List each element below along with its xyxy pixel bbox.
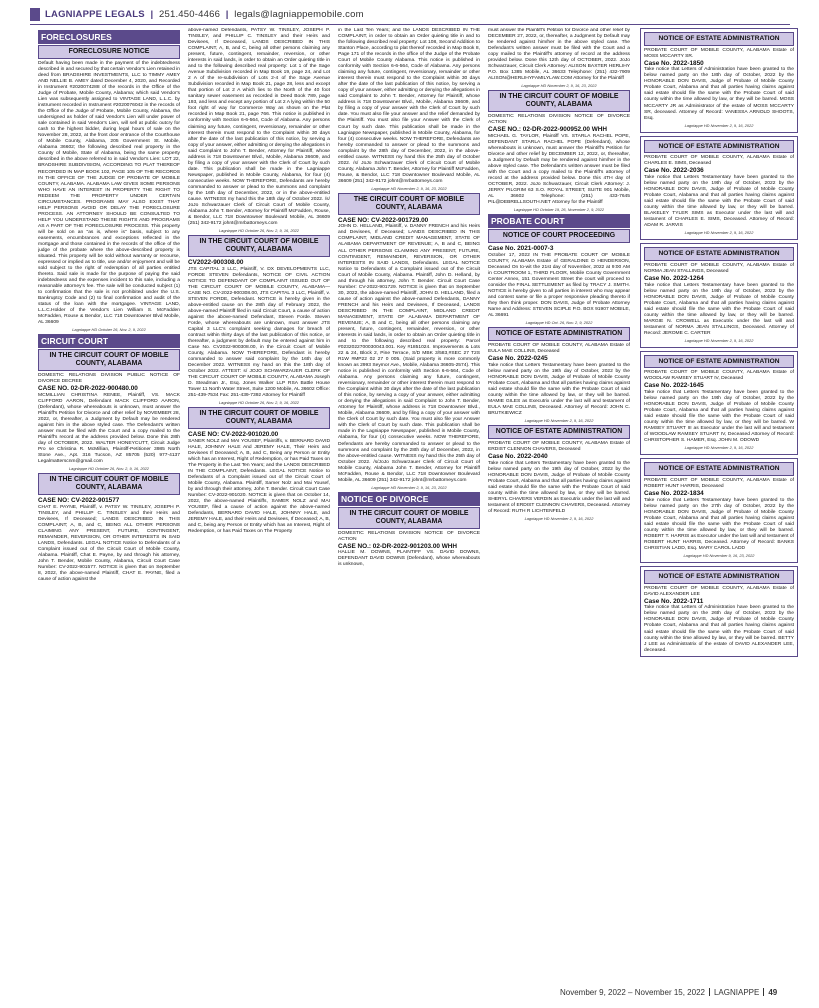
notice-subhead: PROBATE COURT OF MOBILE COUNTY, ALABAMA Estate of MOSS MCCARTY SR. [644, 47, 794, 59]
estate-notice [640, 351, 798, 456]
notice-heading: NOTICE OF ESTATE ADMINISTRATION [488, 327, 630, 341]
notice-text: Take notice that Letters Testamentary have been granted to the below named party on the 19th day of October, 2022 by the HONORABLE DON DAVIS, Judge of Probate of Mobile County Probate Court, Alabama and that all parties having claims against said estate should file the same with the Probate Court of said county within the time allowed by law, or they will be barred. W RAMSEY STUART III as Executor under the last will and testament of WOODLAW RAMSEY STUART IV, Deceased Attorney of Record: CHRISTOPHER S. HAMER, Esq. JOHN M. ODOWD [644, 390, 794, 444]
notice-text: Take notice that Letters Testamentary have been granted to the below named party on the 19th day of October, 2022 by the HONORABLE DON DAVIS, Judge of Probate of Mobile County Probate Court, Alabama and that all parties having claims against said estate should file the same with the Probate Court of said county within the time allowed by law, or they will be barred. MAMIE GILES as Executrix under the last will and testament of EULA MAE COLLINS, Deceased. Attorney of Record: JOHN C. BRUTKIEWICZ [488, 362, 630, 417]
header-section: LAGNIAPPE LEGALS [45, 8, 145, 20]
publication-line: Lagniappe HD November 2, 9, 16, 2022 [524, 516, 594, 522]
notice-heading: IN THE CIRCUIT COURT OF MOBILE COUNTY, ALABAMA [38, 473, 180, 495]
estate-notice [640, 28, 798, 133]
notice-heading: NOTICE OF ESTATE ADMINISTRATION [644, 570, 794, 584]
header-phone: 251.450-4466 [159, 8, 221, 20]
legal-columns [38, 28, 798, 980]
notice-text: JTS CAPITAL 3 LLC, Plaintiff, V. DX DEVELOPMENTS LLC, FORDE STEVEN Defendants, NOTICE OF CIVIL ACTION NOTICE TO DEFENDANT OF COMPLAINT ISSUED OUT OF THE CIRCUIT COURT OF MOBILE COUNTY, ALABAMA—CASE NO. CV-2022-900308.00, JTS CAPITAL 3 LLC, Plaintiff, v. STEVEN FORDE, Defendant. NOTICE is hereby given in the above-entitled cause on the 28th day of February 2022, the above-named Plaintiff filed in said Circuit Court, a cause of action against the above-named Defendant, Steven Forde. Steven Forde, whose whereabouts are unknown, must answer JTS Capital 3 LLC's complaint seeking damages for breach of contract within thirty days of the last publication of this notice, or thereafter, a judgment by default may be entered against him in Case No. CV2022-900308.00, in the Circuit Court of Mobile County, Alabama. NOW THEREFORE, Defendant is hereby commanded to answer said complaint by the 16th day of December 2022. WITNESS my hand on this the 18th day of October 2022. ATTEST: s/ JOJO SCHWARZAUER CLERK OF THE CIRCUIT COURT OF MOBILE COUNTY, ALABAMA Joseph D. Steadman Jr., Esq. Jones Walker LLP RSA Battle House Tower 11 North Water Street, Suite 1200 Mobile, AL 36602 Office: 251-439-7534 Fax: 251-439-7392 Attorney for Plaintiff [188, 266, 330, 399]
notice-body: above-named Defendants, PATSY W. TINSLEY, JOSEPH P. TINSLEY, and PHILLIP C. TINSLEY and their Heirs and Devisees, If Deceased, LANDS DESCRIBED IN THIS COMPLAINT, A, B, and C, being all other persons claiming any present, future, contingent, remainder, reversion, or other interests in said lands, in order to obtain an Order quieting title in and to the following described real property: Lot 1 of the Sage Avenue Subdivision recorded in Map Book 19, page 24, and Lot 2 A of the re-subdivision of Lots 2-4 of the Sage Avenue Subdivision recorded in Map Book 21, page 28, less and except that portion of Lot 2 A which lies to the North of the 40 foot sanitary sewer easement as recorded in Deed Book 789, page 193, and less and except any portion of Lot 2 A lying within the 50 foot right of way for Commerce Way as shown on the Plat recorded in Map Book 21, page 766. This notice is published in conformity with Section 6-6-564, Code of Alabama. Any persons claiming any future, contingent, reversionary, remainder or other interest therein must respond to the Complaint within 30 days after the date of the last publication of this notice, by serving a copy of your answer, either admitting or denying the allegations in said Complaint to John T. Bender, Attorney for Plaintiff, whose address is 718 Downtowner Blvd., Mobile, Alabama 36609, and by filing a copy of your answer with the Clerk of Court by such date. This publication shall be made in the Lagniappe Newspaper, published in Mobile County, Alabama, for four (4) consecutive weeks. NOW THEREFORE, Defendants are hereby commanded to answer or plead to the summons and complaint by the 16th day of December, 2022, or in the above-entitled cause. WITNESS my hand this the 18th day of October 2022. /s/ JoJo Schwarzauer Clerk of Circuit Court of Mobile County, Alabama John T. Bender, Attorney for Plaintiff McFadden, Rouse, & Bendor, LLC 718 Downtowner Boulevard Mobile, AL 36609 (251) 342-9172 johnt@mrbattorneys.com [188, 28, 330, 226]
notice-text: HALLIE M. DOWNS, PLAINTIFF VS. DAVID DOWNS, DEFENDANT DAVID DOWNS (Defendant), whose whereabouts is unknown, [338, 550, 480, 568]
publication-line: Lagniappe HD November 2, 9, 16, 23, 2022 [371, 185, 447, 191]
notice-heading: NOTICE OF ESTATE ADMINISTRATION [644, 355, 794, 369]
notice-heading: IN THE CIRCUIT COURT OF MOBILE COUNTY, ALABAMA [488, 90, 630, 112]
notice-body [488, 441, 630, 515]
case-number: Case No. 2022-1834 [644, 490, 704, 498]
section-heading: PROBATE COURT [488, 214, 630, 228]
column-5 [640, 28, 798, 980]
notice-body [644, 478, 794, 552]
publication-line: Lagniappe HD November 2, 9, 16, 23, 2022 [371, 484, 447, 490]
notice-body: in the Last Ten Years; and the LANDS DESCRIBED IN THE COMPLAINT, in order to obtain an Order quieting title in and to the following described real property: Lot 108, Second Addition to Stanton Place, according to plat thereof recorded in Map Book 8, Page 171 of the records in the office of the Judge of the Probate Court of Mobile County Alabama. This notice is published in conformity with Section 6-6-564, Code of Alabama. Any persons claiming any future, contingent, reversionary, remainder or other interest therein must respond to the Complaint within 30 days after the date of the last publication of this notice, by serving a copy of your answer, either admitting or denying the allegations in said Complaint to John T. Bender, Attorney for Plaintiff, whose address is 718 Downtowner Blvd., Mobile, Alabama 36609, and by filing a copy of your answer with the Clerk of Court by such date. You must also file your answer and the relief demanded by the Plaintiff. You must also file your Answer with the Clerk of Court by such date. This publication shall be made in the Lagniappe Newspaper, published in Mobile County, Alabama, for four (4) consecutive weeks. NOW THEREFORE, Defendants are hereby commanded to answer or plead to the summons and complaint by the 28th day of December, 2022, in the above-entitled cause. WITNESS my hand this the 25th day of October 2022. /s/ JoJo Schwarzauer Clerk of Circuit Court of Mobile County, Alabama John T. Bender, Attorney for Plaintiff McFadden, Rouse, & Bendor, LLC 718 Downtowner Boulevard Mobile, AL 36609 (251) 342-9172 johnt@mrbattorneys.com [338, 28, 480, 184]
notice-body: must answer the Plaintiff's Petition for Divorce and other relief by DECEMBER 27, 2022, or, thereafter, a Judgment by Default may be rendered against him/her in the above styled case. The Defendant's written answer must be filed with the Court and a copy mailed to the Plaintiff's attorney of record at the address provided below. Done this 12th day of OCTOBER, 2022. JoJo Schwarzauer, Circuit Clerk Attorney: ALISON BAXTER HERLIHY P.O. Box 1385 Mobile, AL 36633 Telephone: (251) 432-7909 ALISON@HERLIHYFAMILYLAW.COM Attorney for the Plaintiff [488, 28, 630, 82]
footer-paper: LAGNIAPPE [713, 988, 760, 997]
publication-line: Lagniappe HD November 2, 9, 16, 2022 [684, 122, 754, 128]
estate-notice [640, 566, 798, 657]
section-heading: CIRCUIT COURT [38, 334, 180, 348]
notice-heading: IN THE CIRCUIT COURT OF MOBILE COUNTY, ALABAMA [338, 507, 480, 529]
publication-line: Lagniappe HD November 2, 9, 16, 2022 [684, 445, 754, 451]
header-text: LAGNIAPPE LEGALS | 251.450-4466 | legals@lagniappemobile.com [45, 8, 364, 20]
page-footer [560, 988, 777, 997]
notice-subhead: PROBATE COURT OF MOBILE COUNTY, ALABAMA Estate of NORMA JEAN STALLINGS, Deceased [644, 262, 794, 274]
notice-subhead: DOMESTIC RELATIONS DIVISION NOTICE OF DIVORCE ACTION [488, 114, 630, 126]
header-rule [30, 24, 790, 26]
estate-notice [640, 458, 798, 563]
notice-text: Take notice that Letters Testamentary have been granted to the below named party on the 19th day of October, 2022 by the HONORABLE DON DAVIS, Judge of Probate of Mobile County Probate Court, Alabama and that all parties having claims against said estate should file the same with the Probate Court of said county within the time allowed by law, or they will be barred. SHERYL CHAVERS VERDIN as Executrix under the last will and testament of ERDIST CLENNON CHAVERS, Deceased. Attorney of Record: RUTH R LICHTENFELD [488, 460, 630, 515]
case-number: CASE NO. 02-DR-2022-900480.00 [38, 385, 138, 393]
notice-text: October 17, 2022 IN THE PROBATE COURT OF MOBILE COUNTY, ALABAMA Estate of GERALDINE D HENDERSON, Deceased On to-wit the 21st day of November, 2022 at 9:00 AM in COURTROOM 1, THIRD FLOOR, Mobile County Government Center Annex, 151 Government Street the court will proceed to consider the FINAL SETTLEMENT as filed by TRACY J. SMITH. NOTICE is hereby given to all parties in interest who may appear and contest same or file a proper responsive pleading thereto if they then think proper. DON DAVIS, Judge of Probate Attorney Name and Address: STEVEN SCIPLE P.O. BOX 91907 MOBILE, AL 36691 [488, 252, 630, 319]
page-number: 49 [768, 988, 778, 997]
notice-heading: IN THE CIRCUIT COURT OF MOBILE COUNTY, ALABAMA [38, 349, 180, 371]
notice-body [644, 48, 794, 122]
footer-divider [709, 988, 710, 996]
notice-body [38, 497, 180, 583]
publication-line: Lagniappe HD Oct. 26, Nov. 2, 9, 2022 [525, 320, 593, 326]
notice-text: Take notice that Letters Testamentary have been granted to the below named party on the 27th day of October, 2022 by the HONORABLE DON DAVIS, Judge of Probate of Mobile County Probate Court, Alabama and that all parties having claims against said estate should file the same with the Probate Court of said county within the time allowed by law, or they will be barred. ROBERT T. HARRIS as Executor under the last will and testament of ROBERT HUNT HARRIS, Deceased. Attorney of Record: BANKS CHRISTIAN LADD, Esq. MARY CAROL LADD [644, 497, 794, 552]
publication-line: Lagniappe HD October 26, Nov. 2, 9, 16, 2022 [219, 400, 299, 406]
notice-heading: NOTICE OF ESTATE ADMINISTRATION [644, 32, 794, 46]
estate-notice [640, 136, 798, 241]
case-number: Case No. 2021-0007-3 [488, 245, 554, 253]
footer-dates: November 9, 2022 – November 15, 2022 [560, 988, 705, 997]
publication-line: Lagniappe HD November 2, 9, 16, 23, 2022 [521, 83, 597, 89]
notice-text: JOHN D. HELLAND, Plaintiff, v. DANNY FRENCH and his Heirs and Devisees, If Deceased; LANDS DESCRIBED IN THIS COMPLAINT, MIDLAND CREDIT MANAGEMENT, STATE OF ALABAMA DEPARTMENT OF REVENUE; A, B and C, BEING ALL OTHER PERSONS CLAIMING ANY PRESENT, FUTURE, CONTINGENT, REMAINDER, REVERSION, OR OTHER INTERESTS IN SAID LANDS, Defendants. LEGAL NOTICE Notice to Defendants of a Complaint issued out of the Circuit Court of Mobile County, Alabama. Plaintiff, John D. Helland, by and through his attorney, John T. Bender. Circuit Court Case Number: CV-2022-901729. NOTICE is given that on September 30, 2022, the above-named Plaintiff, JOHN D. HELLAND, filed a cause of action against the above-named Defendants, DANNY FRENCH and his Heirs and Devisees, If Deceased, LANDS DESCRIBED IN THE COMPLAINT, MIDLAND CREDIT MANAGEMENT, STATE OF ALABAMA DEPARTMENT OF REVENUE; A, B and C, being all other persons claiming any present, future, contingent, remainder, reversion, or other interests in said lands, in order to obtain an Order quieting title in and to the following described real property: Parcel #0232022700030043.001. Key #1851024. Improvements & Lots 22 & 24, Block 2, Pine Terrace, S/D MBK 3/583,#SEC 27 T2S R1W #MP22 02 27 0 005. (Said property is more commonly known as 2993 Seymor Ave., Mobile, Alabama 36605-2574). This notice is published in conformity with Section 6-6-564, Code of Alabama. Any persons claiming any future, contingent, reversionary, remainder or other interest therein must respond to the Complaint within 30 days after the date of the last publication of this notice, by serving a copy of your answer, either admitting or denying the allegations in said Complaint to John T. Bender, Attorney for Plaintiff, whose address is 718 Downtowner Blvd., Mobile, Alabama 36609, and by filing a copy of your answer with the Clerk of Court by such date. You must also file your Answer with the Clerk of Court by such date. This publication shall be made in the Lagniappe Newspaper, published in Mobile County, Alabama, for four (4) consecutive weeks. NOW THEREFORE, Defendants are hereby commanded to answer or plead to the summons and complaint by the 28th day of December, 2022, in the above-entitled cause. WITNESS my hand this the 25th day of October 2022. /s/JoJo Schwarzauer Clerk of Circuit Court of Mobile County, Alabama John T. Bender, Attorney for Plaintiff McFadden, Rouse & Bendor, LLC 718 Downtowner Boulevard Mobile, AL 36609 (251) 342-9172 johnt@mrbattorneys.com [338, 224, 480, 483]
case-number: Case No. 2022-1711 [644, 597, 704, 605]
notice-subhead: PROBATE COURT OF MOBILE COUNTY, ALABAMA Estate of DAVID ALEXANDER LEE [644, 585, 794, 597]
column-2 [188, 28, 330, 980]
notice-body [188, 259, 330, 399]
notice-body [644, 370, 794, 444]
case-number: Case No. 2022-0245 [488, 355, 548, 363]
notice-text: Take notice that Letters Testamentary have been granted to the below named party on the 19th day of October, 2022 by the HONORABLE DON DAVIS, Judge of Probate of Mobile County Probate Court, Alabama and that all parties having claims against said estate should file the same with the Probate Court of said county within the time allowed by law, or they will be barred. BLAKELEY TYLER SIMS as Executor under the last will and testament of CHARLES E. SIMS, Deceased. Attorney of Record: ADAM R. JARVIS [644, 174, 794, 229]
section-heading: FORECLOSURES [38, 30, 180, 44]
notice-subhead: DOMESTIC RELATIONS DIVISION PUBLIC NOTICE OF DIVORCE DECREE [38, 373, 180, 385]
notice-text: MICHAEL G. TAYLOR, Plaintiff VS. STARLA RACHEL POPE, DEFENDANT STARLA RACHEL POPE (Defendant), whose whereabouts is unknown, must answer the Plaintiff's Petition for Divorce and other relief by DECEMBER 12, 2022, or, thereafter, a Judgment by Default may be rendered against him/her in the above styled case. The Defendant's written answer must be filed with the Court and a copy mailed to the Plaintiff's attorney of record at the address provided below. Done this 4TH day of OCTOBER, 2022. JoJo Schwarzauer, Circuit Clerk Attorney: J. JERRY PILGRIM 63 S.O. ROYAL STREET, SUITE 901 Mobile, AL 36602 Telephone: (251) 433-7645 PIL@DEBRELLSOUTH.NET Attorney for the Plaintiff [488, 133, 630, 206]
notice-subhead: PROBATE COURT OF MOBILE COUNTY, ALABAMA Estate of EULA MAE COLLINS, Deceased [488, 343, 630, 355]
notice-heading: FORECLOSURE NOTICE [38, 45, 180, 59]
publication-line: Lagniappe HD November 2, 9, 16, 2022 [524, 418, 594, 424]
case-number: CASE NO.: 02-DR-2022-901203.00 WHH [338, 542, 457, 550]
column-4 [488, 28, 630, 980]
header-email: legals@lagniappemobile.com [234, 8, 364, 20]
notice-subhead: PROBATE COURT OF MOBILE COUNTY, ALABAMA Estate of WOODLAW RAMSEY STUART IV, Deceased [644, 370, 794, 382]
notice-body [488, 114, 630, 206]
notice-body [188, 431, 330, 535]
notice-subhead: PROBATE COURT OF MOBILE COUNTY, ALABAMA Estate of CHARLES E. SIMS, Deceased [644, 155, 794, 167]
estate-notice [640, 243, 798, 348]
notice-heading: IN THE CIRCUIT COURT OF MOBILE COUNTY, ALABAMA [188, 235, 330, 257]
publication-line: Lagniappe HD October 26, Nov. 2, 9, 16, 2022 [69, 466, 149, 472]
notice-subhead: PROBATE COURT OF MOBILE COUNTY, ALABAMA Estate of ROBERT HUNT HARRIS, Deceased [644, 478, 794, 490]
notice-text: SANER NOLZ and MAI YOUSEF, Plaintiffs, v. BERNARD DAVID HALE, JOHNNY HALE And JEREMY HALE, Their Heirs and Devisees If Deceased; A, B, and C, Being any Person or Entity which has an Interest, Right of Redemption, or has Paid Taxes on The Property in the Last Ten Years; and the LANDS DESCRIBED IN THE COMPLAINT, Defendants. LEGAL NOTICE Notice to Defendants of a Complaint issued out of the Circuit Court of Mobile County, Alabama. Plaintiff, Samer Nolz and Mai Yousef, by and through their attorney, John T. Bender. Circuit Court Case Number: CV-2022-901020. NOTICE is given that on October 14, 2022, the above-named Plaintiffs, SAMER NOLZ and MAI YOUSEF, filed a cause of action against the above-named Defendants, BERNARD DAVID HALE, JOHNNY HALE, and JEREMY HALE, and their Heirs and Devisees, If Deceased; A, B, and C, being any Person or Entity which has an Interest, Right of Redemption, or has Paid Taxes on The Property [188, 438, 330, 535]
notice-body [488, 343, 630, 417]
case-number: CV2022-900308.00 [188, 258, 244, 266]
section-marker-icon [30, 8, 40, 21]
case-number: Case No. 2022-1645 [644, 382, 704, 390]
notice-text: Take notice that Letters of Administration have been granted to the below named party on the 26th day of October, 2022 by the HONORABLE DON DAVIS, Judge of Probate of Mobile County Probate Court, Alabama and that all parties having claims against said estate should file the same with the Probate Court of said county within the time allowed by law, or they will be barred. BETTY J LEE as Administratrix of the estate of DAVID ALEXANDER LEE, deceased. [644, 605, 794, 653]
notice-heading: THE CIRCUIT COURT OF MOBILE COUNTY, ALABAMA [338, 193, 480, 215]
case-number: Case No. 2022-1850 [644, 59, 704, 67]
notice-heading: NOTICE OF COURT PROCEEDING [488, 229, 630, 243]
notice-subhead: DOMESTIC RELATIONS DIVISION NOTICE OF DIVORCE ACTION [338, 530, 480, 542]
notice-body [644, 586, 794, 654]
publication-line: Lagniappe HD October 19, 26, November 2, 9, 2022 [513, 207, 605, 213]
case-number: Case No. 2022-1264 [644, 274, 704, 282]
publication-line: Lagniappe HD November 2, 9, 16, 2022 [684, 230, 754, 236]
case-number: CASE NO: CV-2022-901020.00 [188, 431, 279, 439]
notice-heading: NOTICE OF ESTATE ADMINISTRATION [488, 425, 630, 439]
publication-line: Lagniappe HD November 9, 16, 23, 2022 [683, 553, 755, 559]
notice-body [644, 155, 794, 229]
notice-heading: NOTICE OF ESTATE ADMINISTRATION [644, 247, 794, 261]
case-number: Case No. 2022-2036 [644, 167, 704, 175]
notice-body [488, 245, 630, 319]
section-heading: NOTICE OF DIVORCE [338, 492, 480, 506]
notice-text: Take notice that Letters Testamentary have been granted to the below named party on the 19th day of October, 2022 by the HONORABLE DON DAVIS, Judge of Probate of Mobile County Probate Court, Alabama and that all parties having claims against said estate should file the same with the Probate Court of said county within the time allowed by law, or they will be barred. MARGIE N. CROWELL as Executrix under the last will and testament of NORMA JEAN STALLINGS, Deceased. Attorney of Record: JEROME C. CARTER [644, 282, 794, 336]
notice-text: Take notice that Letters of Administration have been granted to the below named party on the 18th day of October, 2022 by the HONORABLE DON DAVIS, Judge of Probate of Mobile County Probate Court, Alabama and that all parties having claims against said estate should file the same with the Probate Court of said county within the time allowed by law, or they will be barred. MOSS MCCARTY JR as Administrator of the estate of MOSS MCCARTY SR, deceased. Attorney of Record: VANESSA ARNOLD SHOOTS, Esq. [644, 67, 794, 121]
column-1 [38, 28, 180, 980]
notice-text: CHAT E. PAYNE, Plaintiff, v. PATSY W. TINSLEY, JOSEPH P. TINSLEY, and PHILLIP C. TINSLEY and their Heirs and Devisees, If Deceased; LANDS DESCRIBED IN THIS COMPLAINT; A, B, and C, BEING ALL OTHER PERSONS CLAIMING ANY PRESENT, FUTURE, CONTINGENT, REMAINDER, REVERSION, OR OTHER INTERESTS IN SAID LANDS, Defendants. LEGAL NOTICE Notice to Defendants of a Complaint issued out of the Circuit Court of Mobile County, Alabama. Plaintiff, Chat E. Payne, by and through his attorney, John T. Bender, Mobile County, Alabama, Circuit Court Case Number: CV-2022-901577. NOTICE is given that on September 8, 2022, the above-named Plaintiff, CHAT E. PAYNE, filed a cause of action against the [38, 504, 180, 583]
notice-body [338, 217, 480, 484]
case-number: CASE NO: CV-2022-901577 [38, 497, 120, 505]
publication-line: Lagniappe HD October 26, Nov. 2, 9, 16, 2022 [219, 228, 299, 234]
notice-body [644, 263, 794, 337]
case-number: Case No. 2022-2040 [488, 453, 548, 461]
notice-subhead: PROBATE COURT OF MOBILE COUNTY, ALABAMA Estate of ERDIST CLENNON CHAVERS, Deceased [488, 441, 630, 453]
notice-text: MCMILLIAN CHRISTINA RENEE, Plaintiff, VS. MACK CLIFFORD AARON, Defendant MACK CLIFFORD AARON, (Defendant), whose whereabouts is unknown, must answer the Plaintiff's Petition for Divorce and other relief by NOVEMBER 28, 2022, or, thereafter, a Judgment by Default may be rendered against him in the above styled case. The Defendant's written answer must be filed with the Court and a copy mailed to the Plaintiff's record at the address provided below. Done this 28th day of OCTOBER, 2022. WALTER HONEYCUTT, Circuit Judge Pro se Christina R. McMillian, Plaintiff-Petitioner 3985 North Stone Ave., Apt. 316 Tucson, AZ 85705 (520) 977-4137 Legalmatterscnm@gmail.com [38, 392, 180, 465]
notice-heading: NOTICE OF ESTATE ADMINISTRATION [644, 462, 794, 476]
page-header [30, 6, 790, 22]
case-number: CASE NO: CV-2022-901729.00 [338, 216, 429, 224]
notice-heading: IN THE CIRCUIT COURT OF MOBILE COUNTY, ALABAMA [188, 407, 330, 429]
column-3 [338, 28, 480, 980]
notice-body [38, 373, 180, 465]
publication-line: Lagniappe HD October 26, Nov. 2, 9, 2022 [72, 327, 146, 333]
publication-line: Lagniappe HD November 2, 9, 16, 2022 [684, 337, 754, 343]
notice-heading: NOTICE OF ESTATE ADMINISTRATION [644, 140, 794, 154]
case-number: CASE NO.: 02-DR-2022-900952.00 WHH [488, 126, 607, 134]
footer-divider [763, 988, 764, 996]
notice-body: Default having been made in the payment of the indebtedness described in and secured by that certain Vendor's Lien retained in deed from BRADSHIRE INVESTMENTS, LLC to TIMMY AMEY AND NELLIE B. AMEY dated December 4, 2020, and Recorded in Instrument #2020074288 of the records in the Office of the Judge of Probate, Mobile County, Alabama; which said Vendor's Lien was subsequently assigned to VINTAGE LAND, L.L.C. by instrument recorded in Instrument #2020076042 in the records of the Office of the Judge of Probate, Mobile County, Alabama, the undersigned as holder of said Vendor's Lien will under power of sale contained in said Vendor's Lien, will sell at public outcry for cash to the highest bidder, during legal hours of sale on the November 28, 2022, at the front door entrance of the Courthouse of Mobile County, Alabama, 205 Government St. Mobile, Alabama 36602; the following described real property in the County of Mobile, State of Alabama, being the same property described in the above referred to in said Vendor's Lien: LOT 22, BRADSHIRE SUBDIVISION, ACCORDING TO PLAT THEREOF RECORDED IN MAP BOOK 102, PAGE 105 OF THE RECORDS IN THE OFFICE OF THE JUDGE OF PROBATE OF MOBILE COUNTY, ALABAMA. ALABAMA LAW GIVES SOME PERSONS WHO HAVE AN INTEREST IN PROPERTY THE RIGHT TO REDEEM THE PROPERTY UNDER CERTAIN CIRCUMSTANCES. PROGRAMS MAY ALSO EXIST THAT HELP PERSONS AVOID OR DELAY THE FORECLOSURE PROCESS. AN ATTORNEY SHOULD BE CONSULTED TO HELP YOU UNDERSTAND THESE RIGHTS AND PROGRAMS AS A PART OF THE FORECLOSURE PROCESS. This property will be sold on an "as is, where is" basis, subject to any easements, encumbrances and exceptions reflected in the mortgage and those contained in the records of the office of the judge of the probate where the above-described property is situated. This property will be sold without warranty or recourse, expressed or implied as to title, use and/or enjoyment and will be sold subject to the right of redemption of all parties entitled thereto. Said sale is made for the purpose of paying the said indebtedness and the expenses incident to this sale, including a reasonable attorney's fee. The sale will be conducted subject (1) to confirmation that the sale is not prohibited under the U.S. Bankruptcy Code and (2) to final confirmation and audit of the status of the loan with the mortgagee. VINTAGE LAND, L.L.C.Holder of the Vendor's Lien William S. McFadden McFadden, Rouse & Bendor, LLC 718 Downtowner Blvd Mobile, AL 36609 [38, 60, 180, 326]
notice-body [338, 531, 480, 569]
